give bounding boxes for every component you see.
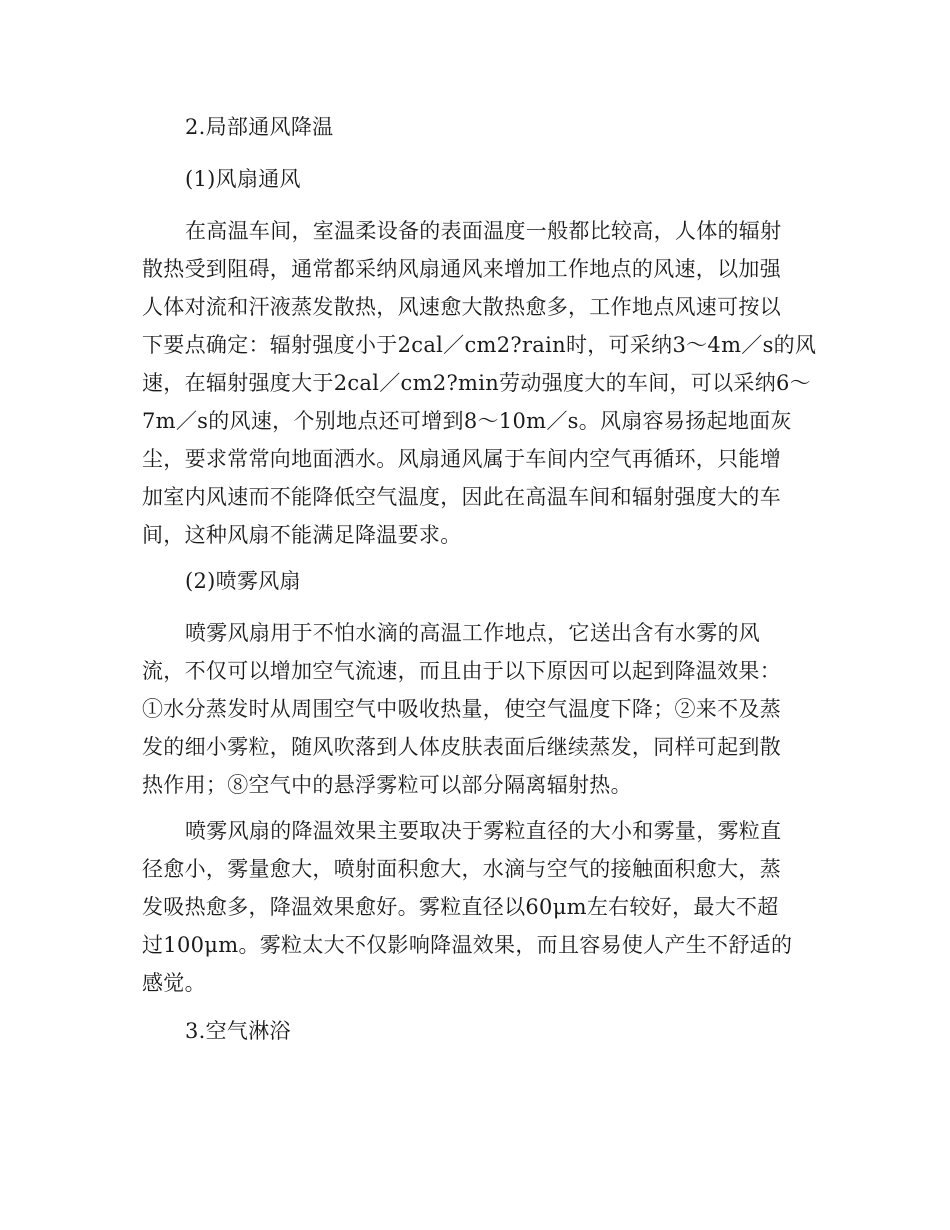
paragraph-line: 间，这种风扇不能满足降温要求。 (142, 523, 462, 547)
paragraph-line: 散热受到阻碍，通常都采纳风扇通风来增加工作地点的风速，以加强 (142, 257, 781, 281)
paragraph-line: 径愈小，雾量愈大，喷射面积愈大，水滴与空气的接触面积愈大，蒸 (142, 857, 781, 881)
paragraph-spray-effect (142, 812, 822, 1002)
paragraph-line: 速，在辐射强度大于2cal／cm2?min劳动强度大的车间，可以采纳6～ (142, 371, 811, 395)
paragraph-spray-fan (142, 614, 822, 804)
paragraph-line: 过100μm。雾粒太大不仅影响降温效果，而且容易使人产生不舒适的 (142, 933, 793, 957)
heading-text: 2.局部通风降温 (185, 115, 334, 139)
subheading-text: (1)风扇通风 (185, 167, 301, 191)
paragraph-line: 喷雾风扇用于不怕水滴的高温工作地点，它送出含有水雾的风 (185, 621, 761, 645)
paragraph-line: 喷雾风扇的降温效果主要取决于雾粒直径的大小和雾量，雾粒直 (185, 819, 782, 843)
paragraph-line: 人体对流和汗液蒸发散热，风速愈大散热愈多，工作地点风速可按以 (142, 295, 781, 319)
paragraph-fan-ventilation (142, 212, 822, 554)
paragraph-line: 热作用；⑧空气中的悬浮雾粒可以部分隔离辐射热。 (142, 773, 632, 797)
paragraph-line: 流，不仅可以增加空气流速，而且由于以下原因可以起到降温效果： (142, 659, 781, 683)
paragraph-line: 发的细小雾粒，随风吹落到人体皮肤表面后继续蒸发，同样可起到散 (142, 735, 781, 759)
paragraph-line: 加室内风速而不能降低空气温度，因此在高温车间和辐射强度大的车 (142, 485, 781, 509)
subsection-heading-2 (142, 562, 822, 600)
paragraph-line: 尘，要求常常向地面洒水。风扇通风属于车间内空气再循环，只能增 (142, 447, 781, 471)
heading-text: 3.空气淋浴 (185, 1019, 291, 1043)
paragraph-line: ①水分蒸发时从周围空气中吸收热量，使空气温度下降；②来不及蒸 (142, 697, 781, 721)
paragraph-line: 下要点确定：辐射强度小于2cal／cm2?rain时，可采纳3～4m／s的风 (142, 333, 817, 357)
paragraph-line: 在高温车间，室温柔设备的表面温度一般都比较高，人体的辐射 (185, 219, 782, 243)
subheading-text: (2)喷雾风扇 (185, 569, 301, 593)
paragraph-line: 7m／s的风速，个别地点还可增到8～10m／s。风扇容易扬起地面灰 (142, 409, 792, 433)
subsection-heading-1 (142, 160, 822, 198)
section-heading-3 (142, 1012, 822, 1050)
paragraph-line: 感觉。 (142, 971, 206, 995)
paragraph-line: 发吸热愈多，降温效果愈好。雾粒直径以60μm左右较好，最大不超 (142, 895, 779, 919)
section-heading-2 (142, 108, 822, 146)
